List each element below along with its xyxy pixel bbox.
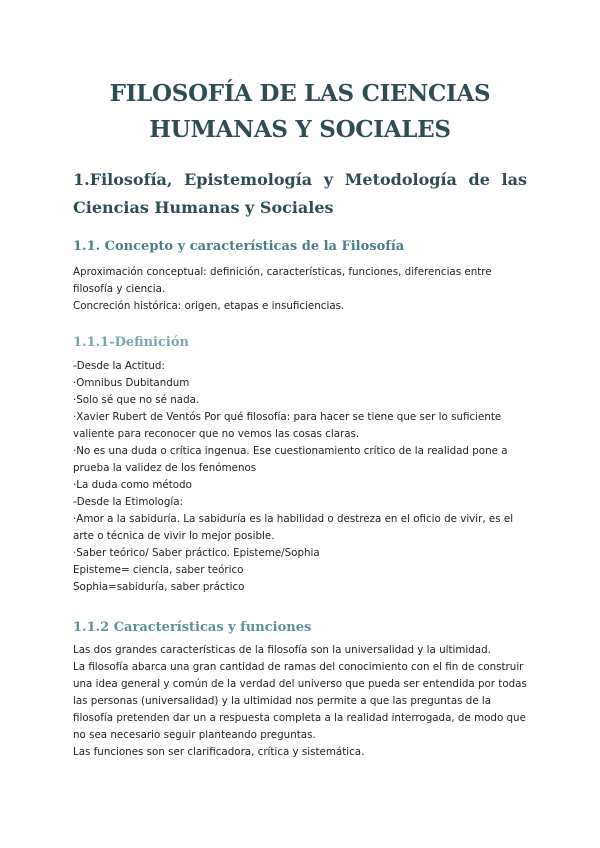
line: Sophia=sabiduría, saber práctico (73, 581, 245, 593)
line: ·Saber teórico/ Saber práctico. Episteme/Sophia (73, 547, 320, 559)
section-1-heading: 1.Filosofía, Epistemología y Metodología de las Ciencias Humanas y Sociales (73, 170, 527, 217)
line: Las dos grandes características de la filosofía son la universalidad y la ultimidad. (73, 644, 491, 656)
title-line-1: FILOSOFÍA DE LAS CIENCIAS (109, 80, 491, 107)
line: -Desde la Etimología: (73, 496, 184, 508)
line: ·Solo sé que no sé nada. (73, 394, 200, 406)
line: La filosofía abarca una gran cantidad de ramas del conocimiento con el fin de construir una idea general y común de la verdad del universo que pueda ser entendida por todas las personas (universalidad) y la ultimidad nos permite a que las preguntas de la filosofía pretenden dar un a respuesta completa a la realidad interrogada, de modo que no sea necesario seguir planteando preguntas. (73, 661, 527, 741)
paragraph: Aproximación conceptual: definición, características, funciones, diferencias entre filosofía y ciencia. (73, 266, 492, 295)
section-1-1-heading: 1.1. Concepto y características de la Filosofía (73, 239, 405, 254)
line: ·Xavier Rubert de Ventós Por qué filosofía: para hacer se tiene que ser lo suficiente valiente para reconocer que no vemos las cosas claras. (73, 411, 502, 440)
line: Episteme= ciencia, saber teórico (73, 564, 244, 576)
line: ·Amor a la sabiduría. La sabiduría es la habilidad o destreza en el oficio de vivir, es el arte o técnica de vivir lo mejor posible. (73, 513, 514, 542)
section-1-1-2-body (73, 642, 532, 761)
line: ·No es una duda o crítica ingenua. Ese cuestionamiento crítico de la realidad pone a prueba la validez de los fenómenos (73, 445, 508, 474)
line: -Desde la Actitud: (73, 360, 165, 372)
section-1-1-1-body (73, 358, 532, 596)
line: ·La duda como método (73, 479, 192, 491)
section-1-1-2-heading: 1.1.2 Características y funciones (73, 620, 312, 635)
line: Las funciones son ser clarificadora, crítica y sistemática. (73, 746, 365, 758)
line: ·Omnibus Dubitandum (73, 377, 190, 389)
document-title (0, 76, 600, 148)
title-line-2: HUMANAS Y SOCIALES (149, 116, 451, 143)
section-1-1-body (73, 264, 532, 315)
section-1-1-1-heading: 1.1.1-Definición (73, 335, 189, 350)
paragraph: Concreción histórica: origen, etapas e insuficiencias. (73, 300, 345, 312)
